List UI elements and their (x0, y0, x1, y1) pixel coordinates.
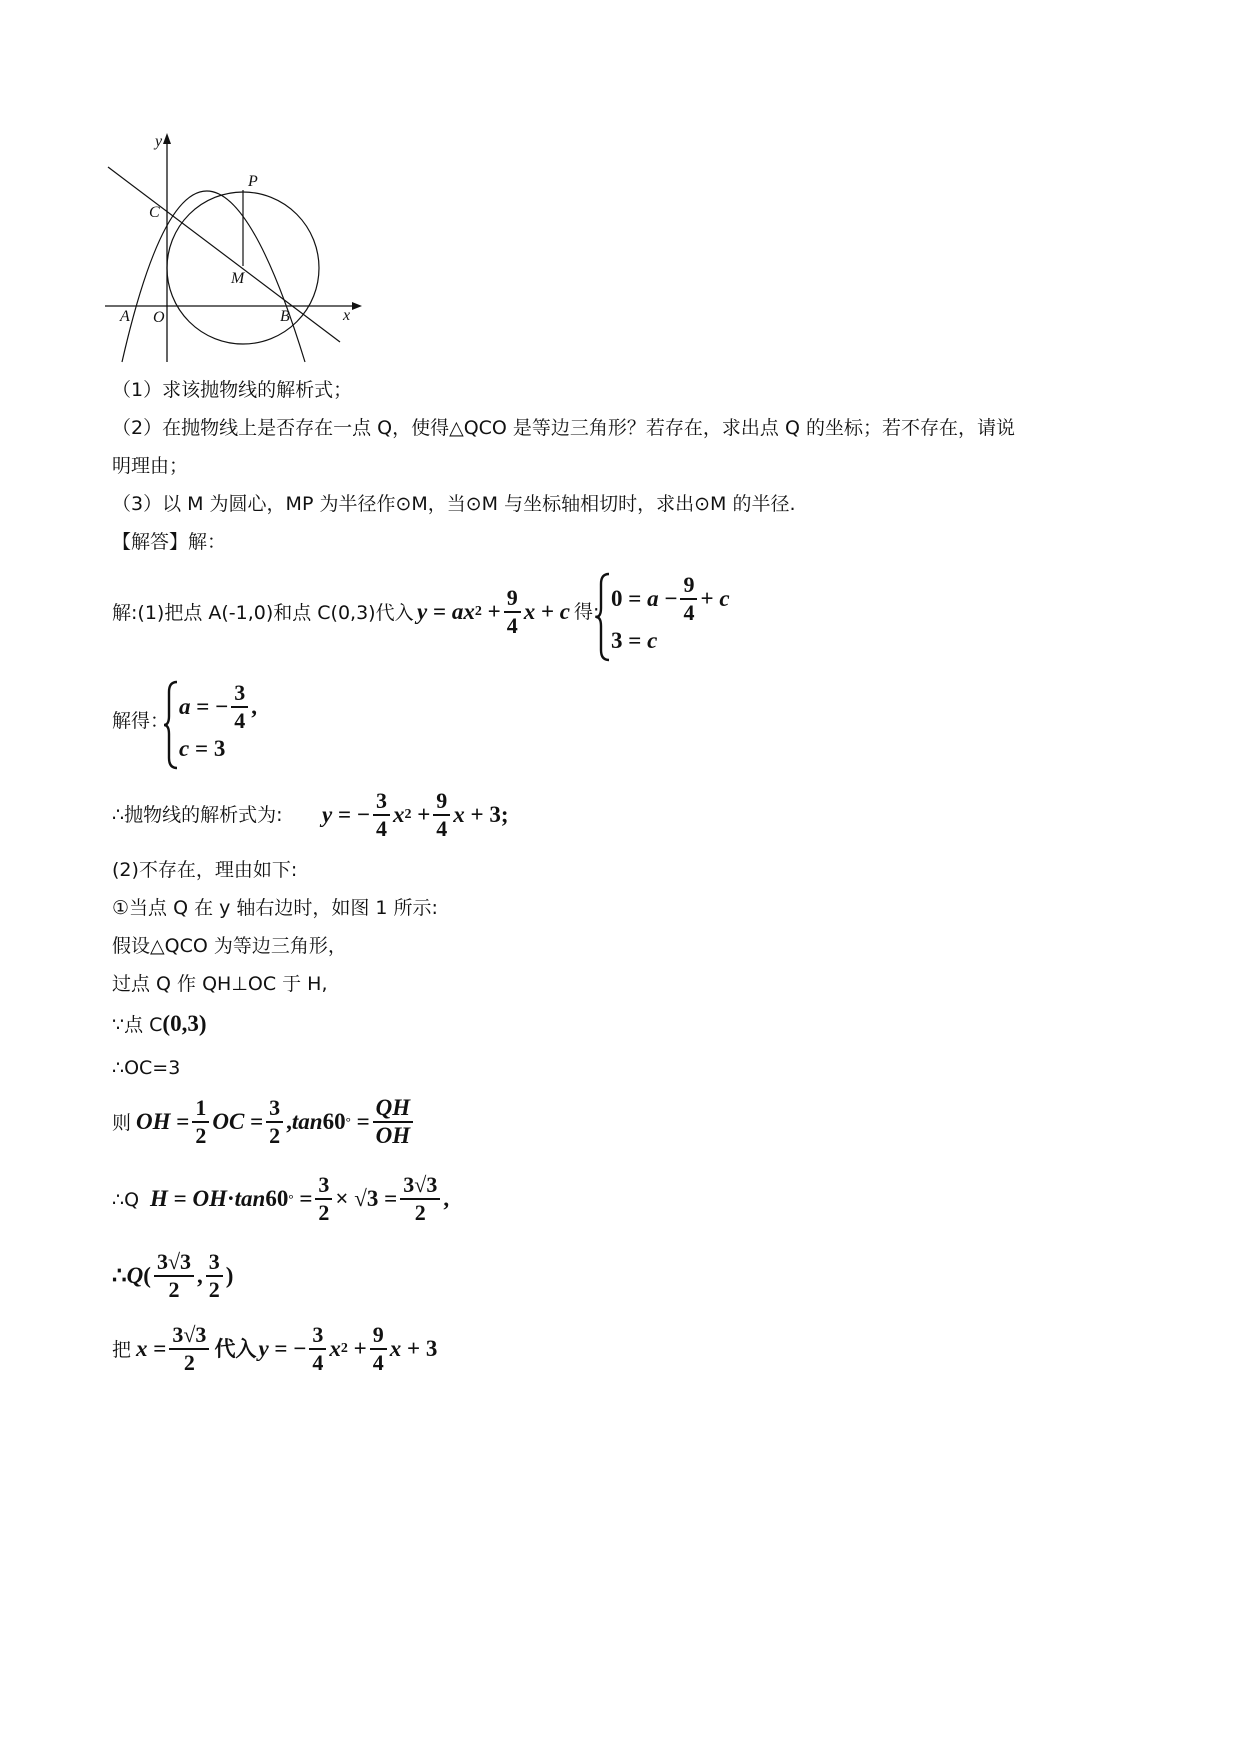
question-3: （3）以 M 为圆心，MP 为半径作⊙M，当⊙M 与坐标轴相切时，求出⊙M 的半径. (112, 493, 796, 515)
step-1-mid: 得: (574, 601, 600, 623)
step-10-equation: OH = $\frac{1}{2}$ OC = $\frac{3}{2}$ , tan 60 ° = $\frac{QH}{OH}$ (136, 1086, 416, 1158)
step-12-equation: ∴ Q ( $\frac{3√3}{2}$ , $\frac{3}{2}$ ) (112, 1249, 234, 1302)
label-b: B (280, 308, 290, 325)
solution-step-11 (112, 1172, 450, 1225)
step-13-equation: x = $\frac{3√3}{2}$ 代入 y = − $\frac{3}{4}$ x 2 + $\frac{9}{4}$ x + 3 (136, 1322, 438, 1375)
step-1-prefix: 解:(1)把点 A(-1,0)和点 C(0,3)代入 (112, 602, 414, 624)
solution-step-1 (112, 585, 600, 638)
solution-step-6: 假设△QCO 为等边三角形， (112, 935, 347, 957)
geometry-figure (100, 130, 370, 370)
x-axis-arrow-icon (352, 302, 362, 310)
label-x: x (343, 307, 351, 324)
y-axis-arrow-icon (163, 133, 171, 144)
step-13-prefix: 把 (112, 1339, 132, 1361)
solution-step-5: ①当点 Q 在 y 轴右边时，如图 1 所示: (112, 897, 438, 919)
label-m: M (231, 270, 245, 287)
step-8-value: (0,3) (162, 1011, 207, 1036)
step-13-mid: 代入 (214, 1337, 257, 1361)
label-p: P (248, 173, 258, 190)
step-3-equation: y = − $\frac{3}{4}$ x 2 + $\frac{9}{4}$ x + 3; (322, 788, 509, 841)
step-2-prefix: 解得： (112, 710, 170, 732)
label-o: O (153, 309, 165, 326)
question-2-line-2: 明理由； (112, 455, 189, 477)
question-2-line-1: （2）在抛物线上是否存在一点 Q，使得△QCO 是等边三角形？若存在，求出点 Q 的坐标；若不存在，请说 (112, 417, 1015, 439)
step-11-equation: H = OH · tan 60 ° = $\frac{3}{2}$ × √3 = $\frac{3√3}{2}$ , (150, 1172, 450, 1225)
step-10-prefix: 则 (112, 1112, 132, 1134)
step-11-prefix: ∴Q (112, 1189, 140, 1211)
solution-step-4: (2)不存在，理由如下: (112, 859, 298, 881)
label-y: y (155, 133, 163, 150)
solution-step-13 (112, 1322, 438, 1375)
solution-step-2 (112, 706, 169, 736)
line-cb (108, 167, 340, 342)
answer-header: 【解答】解： (112, 531, 227, 553)
solution-step-9: ∴OC=3 (112, 1057, 181, 1079)
solution-step-10 (112, 1095, 411, 1148)
solution-step-3 (112, 788, 509, 841)
label-c: C (149, 204, 160, 221)
label-a: A (120, 308, 130, 325)
step-3-prefix: ∴抛物线的解析式为: (112, 804, 283, 826)
step-8-prefix: ∵点 C (112, 1014, 163, 1036)
step-1-equation: y = ax 2 + $\frac{9}{4}$ x + c 得: (417, 585, 600, 638)
solution-step-7: 过点 Q 作 QH⊥OC 于 H, (112, 973, 328, 995)
solution-step-8 (112, 1009, 206, 1040)
question-1: （1）求该抛物线的解析式； (112, 379, 353, 401)
